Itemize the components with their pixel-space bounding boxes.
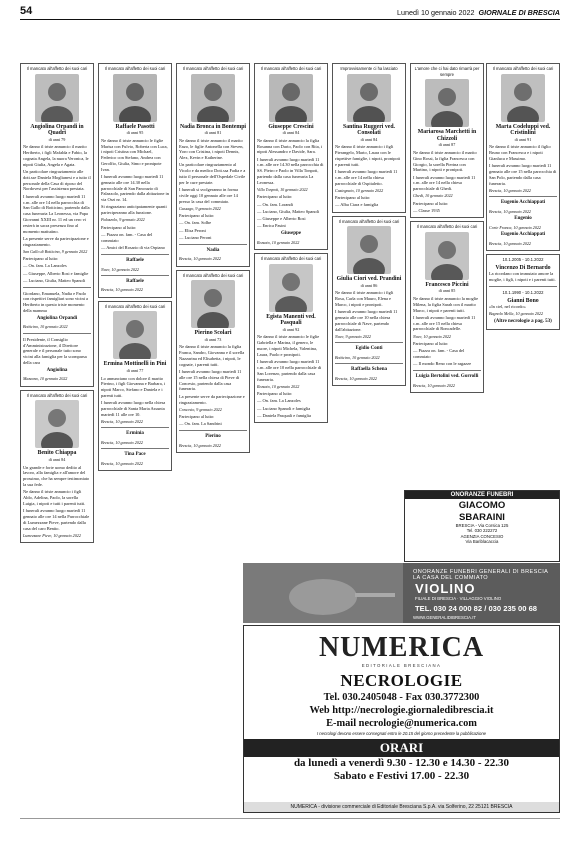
announcement-line: 10.1.1990 - 10.1.2022 xyxy=(502,290,544,296)
text-paragraph: Un particolare ringraziamento al Vicolo e da medico Dott.ssa Fadia e a tutto il personale dell'Ospedale Civile per le cure prestate. xyxy=(179,162,246,185)
announcement-line: Il mancato all'affetto dei suoi cari xyxy=(104,66,166,71)
portrait-photo xyxy=(35,400,79,448)
obituary xyxy=(20,390,94,543)
divider xyxy=(179,244,247,245)
ad-footer: NUMERICA - divisione commerciale di Editoriale Bresciana S.p.A. via Solferino, 22 25121 BRESCIA xyxy=(244,802,559,812)
place-date: Castegnato, 10 gennaio 2022 xyxy=(335,187,384,193)
obituary xyxy=(486,63,560,251)
deceased-name: Raffaele xyxy=(126,278,144,284)
condolence-row: — Enrica Pasini xyxy=(257,223,286,229)
logo-subtitle: EDITORIALE BRESCIANA xyxy=(361,663,442,668)
place-date: Nave, 9 gennaio 2022 xyxy=(335,333,371,339)
deceased-name: Pierino Scolari xyxy=(194,330,232,337)
obituary xyxy=(20,63,94,387)
ad-address: BRESCIA - Via Corsica 125 xyxy=(455,522,509,528)
deceased-name: Eugenio xyxy=(514,216,532,222)
place-date: Brescia, 10 gennaio 2022 xyxy=(413,382,455,388)
condolence-row: Partecipano al lutto: xyxy=(101,224,137,230)
text-paragraph: Ne danno il triste annuncio i figli Rosa, Carla con Mauro, Elena e Marco, i nipoti e pronipoti. xyxy=(335,290,394,308)
text-paragraph: I funerali avranno luogo martedì 11 c.m. alle ore 10 nella parrocchiale di San Lorenzo, partendo dalla casa funeraria. xyxy=(257,359,322,382)
text-paragraph: Ne danno il triste annuncio i figli Pierangelo, Mario, Laura con le rispettive famiglie, i nipoti, pronipoti e parenti tutti. xyxy=(335,144,401,167)
ad-brand: VIOLINO xyxy=(415,581,476,596)
text-paragraph: Un grande e forte uomo dedito al lavoro, alla famiglia e all'amore del prossimo, che ha sempre testimoniato la sua fede. xyxy=(23,464,90,488)
text-paragraph: I funerali avranno luogo martedì 11 c.m. alle ore 14 nella chiesa parrocchiale di Ospitaletto. xyxy=(335,169,398,186)
portrait-photo xyxy=(269,264,313,312)
portrait-photo xyxy=(113,74,157,122)
announcement-line: Il mancato all'affetto dei suoi cari xyxy=(26,392,88,398)
age: di anni 73 xyxy=(204,336,222,342)
condolence-row: — Classe 1935 xyxy=(413,208,440,214)
place-date: Concesio, 9 gennaio 2022 xyxy=(179,406,222,412)
obituary xyxy=(332,216,406,387)
text-paragraph: I funerali si svolgeranno in forma civile oggi 10 gennaio alle ore 14 presso la casa del commiato. xyxy=(179,187,238,204)
condolence-row: — Luciano Peroni xyxy=(179,234,212,240)
divider xyxy=(23,287,91,288)
ad-address: FILIALE DI BRESCIA · VILLAGGIO VIOLINO xyxy=(415,596,502,601)
weekend-hours: Sabato e Festivi 17.00 - 22.30 xyxy=(333,770,470,783)
deceased-name: Nadia xyxy=(206,247,220,253)
text-paragraph: I funerali avranno luogo martedì 11 c.m. alle ore 14 nella chiesa parrocchiale di Ghedi. xyxy=(413,174,476,192)
place-date: Brescia, 10 gennaio 2022 xyxy=(489,208,531,214)
text-paragraph: I funerali avranno luogo martedì 11 gennaio alle ore 15 nella parrocchia di San Polo, partendo dalla casa funeraria. xyxy=(489,163,557,186)
ad-email: E-mail necrologie@numerica.com xyxy=(326,718,477,729)
place-date: Brescia, 10 gennaio 2022 xyxy=(489,240,531,246)
text-paragraph: Giordano, Emanuela, Nadia e Paolo con rispettivi famigliari sono vicini a Heriberto in questo triste momento della mamma xyxy=(23,290,88,314)
age: di anni 95 xyxy=(126,130,144,136)
place-date: Rezzato, 10 gennaio 2022 xyxy=(257,383,300,389)
obituary xyxy=(254,253,328,423)
place-date: San Gallo di Botticino, 9 gennaio 2022 xyxy=(23,248,88,254)
place-date: Villa Tonpoti, 10 gennaio 2022 xyxy=(257,187,308,193)
portrait-photo xyxy=(35,74,79,122)
numerica-ad xyxy=(243,625,560,813)
deceased-name: Luigia Bertolini ved. Gorrolli xyxy=(415,374,479,380)
age: di anni 81 xyxy=(204,130,222,136)
obituary xyxy=(410,221,484,393)
place-date: Brescia, 10 gennaio 2022 xyxy=(101,440,143,446)
deceased-name: Giuseppe xyxy=(280,231,301,237)
place-date: Gussago, 9 gennaio 2022 xyxy=(179,205,221,211)
more-obituaries-note: (Altre necrologie a pag. 53) xyxy=(494,318,552,324)
publication-name: GIORNALE DI BRESCIA xyxy=(478,8,560,17)
text-paragraph: I funerali avranno luogo martedì 11 c.m. alle ore 14.30 nella parrocchia di SS. Pietro e Paolo in Villa Tonpoti, partendo dalla casa funeraria La Leonessa. xyxy=(257,156,324,185)
obituary xyxy=(98,63,172,298)
ad-name: SBARAINI xyxy=(459,511,505,523)
place-date: Mazzano, 10 gennaio 2022 xyxy=(23,376,68,382)
announcement-line: Il mancato all'affetto dei suoi cari xyxy=(104,303,166,309)
condolence-row: — On. fam. Lorandi xyxy=(257,201,293,207)
text-paragraph: La presente serve da partecipazione e ringraziamento. xyxy=(23,235,89,247)
violino-ad xyxy=(243,563,560,623)
deceased-name: Angiolina Orpandi xyxy=(36,315,78,321)
text-paragraph: Ne danno il triste annuncio il figlio Bruno con Francesca e i nipoti Gianluca e Massimo. xyxy=(489,144,551,162)
condolence-row: Partecipano al lutto: xyxy=(257,391,293,397)
portrait-photo xyxy=(269,74,313,122)
obituary xyxy=(98,301,172,472)
age: di anni 87 xyxy=(438,142,456,148)
column-2 xyxy=(98,63,172,474)
text-paragraph: Il Presidente, il Consiglio d'Amministrazione, il Direttore generale e il personale tutto sono vicini alla famiglia per la scomparsa della cara xyxy=(23,336,87,366)
portrait-photo xyxy=(425,79,469,127)
anniversary xyxy=(486,254,560,330)
text-paragraph: Ne danno il triste annuncio i figli Aldo, Adelina, Paolo, la sorella Luigia, i nipoti e tutti i parenti tutti. xyxy=(23,489,86,506)
condolence-row: — On. fam. La Lanzoles xyxy=(257,398,301,404)
condolence-row: — Alba Ciara e famiglia xyxy=(335,202,379,208)
divider xyxy=(101,427,169,428)
announcement-line: L'amore che ci hai dato rimarrà per sempre xyxy=(414,66,480,77)
obituary xyxy=(254,63,328,250)
deceased-name: Egidio Conti xyxy=(355,346,383,352)
ad-phone: Tel. 030.2405048 - Fax 030.3772300 xyxy=(323,692,480,703)
obituary xyxy=(332,63,406,213)
portrait-photo xyxy=(191,280,235,328)
announcement-line: Il mancato all'affetto dei suoi cari xyxy=(26,66,88,71)
condolence-row: — Piazza on. fam. - Casa del commiato xyxy=(101,232,153,243)
place-date: Rezzato, 10 gennaio 2022 xyxy=(257,239,300,245)
place-date: Nave, 10 gennaio 2022 xyxy=(101,266,139,272)
column-6 xyxy=(410,63,484,396)
deceased-name: Raffaele Pasotti xyxy=(115,123,155,130)
place-date: Brescia, 10 gennaio 2022 xyxy=(179,256,221,262)
deceased-name: Santina Ruggeri ved. Consolati xyxy=(342,123,396,137)
age: di anni 84 xyxy=(360,136,378,142)
age: di anni 77 xyxy=(126,368,144,374)
place-date: Ghedi, 10 gennaio 2022 xyxy=(413,193,453,199)
condolence-row: — Luciano Spanoli e famiglia xyxy=(257,405,311,411)
place-date: Brescia, 10 gennaio 2022 xyxy=(489,187,531,193)
place-date: Botticino, 10 gennaio 2022 xyxy=(23,324,68,330)
text-paragraph: I funerali avranno luogo martedì 11 gennaio alle ore 10 nella chiesa parrocchiale di Nave, partendo dall'abitazione. xyxy=(335,309,398,332)
place-date: Brescia, 10 gennaio 2022 xyxy=(179,442,221,448)
deceased-name: Vincenzo Di Bernardo xyxy=(495,264,551,271)
text-paragraph: Ne danno il triste annuncio la moglie Milena, la figlia Sarah con il marito Marco, i nipoti e parenti tutti. xyxy=(413,295,479,313)
place-date: Nave, 10 gennaio 2022 xyxy=(413,333,451,339)
age: di anni 84 xyxy=(48,457,66,463)
divider xyxy=(413,370,481,371)
numerica-logo: NUMERICA xyxy=(318,632,485,663)
divider xyxy=(489,196,557,197)
deceased-name: Giulia Ciori ved. Prandini xyxy=(336,276,402,283)
text-paragraph: I funerali avranno luogo martedì 11 alle ore 15 nella chiesa di Pieve di Concesio, partendo dalla casa funeraria. xyxy=(179,369,242,392)
condolence-row: Partecipano al lutto: xyxy=(179,213,215,219)
ad-title: NECROLOGIE xyxy=(340,671,463,690)
deceased-name: Angiolina xyxy=(46,367,68,373)
text-paragraph: Ne danno il triste annuncio la figlia Franca, Sandro, Giovanna e il sorella Nazzarina ed Elisabetta, i nipoti, le cognate, i parenti tutti. xyxy=(179,344,245,367)
divider xyxy=(101,448,169,449)
age: di anni 91 xyxy=(514,136,532,142)
announcement-line: 10.1.2005 - 10.1.2022 xyxy=(502,257,544,263)
divider xyxy=(23,333,91,334)
ad-name: GIACOMO xyxy=(458,500,506,511)
announcement-line: Il mancato all'affetto dei suoi cari xyxy=(338,218,400,224)
condolence-row: — Giuseppe e Alberto Rosi xyxy=(257,216,306,222)
deceased-name: Angiolina Orpandi in Quadri xyxy=(30,123,84,137)
condolence-row: — Piazza on. fam. - Casa del commiato xyxy=(413,348,465,360)
text-paragraph: Lo annunciano con dolore il marito Pierino, i figli Giovanna e Barbara, i nipoti Marco, Stefano e Daniela e i parenti tutti. xyxy=(101,375,166,399)
announcement-line: Il mancato all'affetto dei suoi cari xyxy=(260,256,322,262)
divider xyxy=(335,342,403,343)
deceased-name: Francesco Piccini xyxy=(425,281,469,288)
column-7 xyxy=(486,63,560,333)
age: di anni 86 xyxy=(360,282,378,288)
portrait-photo xyxy=(113,311,157,359)
deceased-name: Marta Codeluppi ved. Cristinlini xyxy=(495,123,551,137)
announcement-line: Il mancato all'affetto dei suoi cari xyxy=(182,66,244,71)
ad-website: WWW.GENERALIDIBRESCIA.IT xyxy=(413,615,477,620)
divider xyxy=(335,363,403,364)
weekday-hours: da lunedì a venerdì 9.30 - 12.30 e 14.30 - 22.30 xyxy=(293,757,510,769)
place-date: Bagnolo Mella, 10 gennaio 2022 xyxy=(489,311,544,317)
place-date: Brescia, 10 gennaio 2022 xyxy=(101,287,143,293)
portrait-photo xyxy=(501,74,545,122)
deceased-name: Giuseppe Crescini xyxy=(268,123,314,130)
condolence-row: — Il mondo Reno con le ragazze xyxy=(413,361,472,367)
place-date: Corte Franca, 10 gennaio 2022 xyxy=(489,224,541,230)
age: di anni 79 xyxy=(48,136,66,142)
place-date: Palazzolo, 9 gennaio 2022 xyxy=(101,217,145,223)
deceased-name: Raffaele xyxy=(126,257,144,263)
divider xyxy=(101,275,169,276)
column-3 xyxy=(176,63,250,456)
page-number: 54 xyxy=(20,5,33,17)
deceased-name: Eugenio Acchiappati xyxy=(500,200,546,206)
ad-street: Via Bariblacaccia xyxy=(465,539,499,545)
place-date: Brescia, 10 gennaio 2022 xyxy=(335,375,377,381)
condolence-row: — Luciano, Giulia, Matteo Spanoli xyxy=(23,277,86,283)
deceased-name: Tina Pace xyxy=(124,452,146,458)
funeral-home-ad xyxy=(404,490,560,562)
condolence-row: Partecipano al lutto: xyxy=(179,414,215,420)
place-date: Botticino, 10 gennaio 2022 xyxy=(335,354,380,360)
column-5 xyxy=(332,63,406,389)
announcement-line: Il mancato all'affetto dei suoi cari xyxy=(492,66,554,71)
obituary xyxy=(410,63,484,218)
divider xyxy=(179,430,247,431)
condolence-row: — Elisa Peroni xyxy=(179,227,206,233)
condolence-row: Partecipano al lutto: xyxy=(335,195,371,201)
text-paragraph: I funerali avranno luogo martedì 11 c.m. alle ore 14 nella parrocchia di San Gallo di Botticino, partendo dalla casa funeraria La Leonessa, via Papa Giovanni XXIII nr. 11 ed un cero vi resterà in sacra presenza fino al momento mattutino. xyxy=(23,193,90,234)
hours-heading: ORARI xyxy=(244,739,559,757)
deceased-name: Raffaella Schena xyxy=(351,367,387,373)
text-paragraph: I funerali avranno luogo martedì 11 gennaio alle ore 14.30 nella parrocchiale di San Pancrazio di Palazzolo, partendo dalla abitazione in via Orzi nr. 14. xyxy=(101,174,169,203)
ad-phone: Tel. 030 222272 xyxy=(466,528,498,534)
condolence-row: — Daniela Pasquali e famiglia xyxy=(257,412,311,418)
announcement-line: Il mancato all'affetto dei suoi cari xyxy=(260,66,322,71)
page-footer-rule xyxy=(20,818,560,819)
deceased-name: Gianni Bono xyxy=(507,297,539,304)
text-paragraph: Ne danno il triste annuncio la figlia Rosanna con Dario, Paolo con Rita, i nipoti Alessandro e Davide, Sara. xyxy=(257,137,323,155)
text-paragraph: «In ciel, nel ricordo» xyxy=(489,304,526,310)
announcement-line: Il mancato all'affetto dei suoi cari xyxy=(416,224,478,230)
place-date: Lumezzane Pieve, 10 gennaio 2022 xyxy=(23,532,81,538)
place-date: Brescia, 10 gennaio 2022 xyxy=(101,461,143,467)
text-paragraph: Ne danno il triste annuncio le figlie Marisa con Fulvio, Roberta con Luca, i nipoti Cristina con Michael, Federico con Stefano, Andrea con Gerolfio, Giulia, Simo e pronipote Ivan. xyxy=(101,137,168,172)
condolence-row: — On. fam. La Lanzoles xyxy=(23,263,67,269)
age: di anni 92 xyxy=(282,326,300,332)
condolence-row: — Amici del Rosario di via Orpiano xyxy=(101,245,165,251)
deceased-name: Nadia Bronca in Bontempi xyxy=(179,123,247,130)
ad-line: LA CASA DEL COMMIATO xyxy=(413,575,489,581)
header-date: Lunedì 10 gennaio 2022 xyxy=(396,8,475,17)
deceased-name: Mariarosa Marchetti in Chizzoli xyxy=(417,129,477,142)
condolence-row: — Luciano, Giulia, Matteo Spanoli xyxy=(257,208,320,214)
place-date: Brescia, 10 gennaio 2022 xyxy=(101,419,143,425)
condolence-row: — On. fam. La Sandrini xyxy=(179,421,222,427)
text-paragraph: I funerali avranno luogo martedì 11 c.m. alle ore 15 nella chiesa parrocchiale di Roncadelle. xyxy=(413,314,476,332)
announcement-line: Il mancato all'affetto dei suoi cari xyxy=(182,272,244,278)
text-paragraph: Ne danno il triste annuncio il marito Heriberto, i figli Mafalda e Fabio, la cognata Angela, la nuora Veronica, le nipoti Giulia, Angela e Agata. xyxy=(23,144,89,167)
ad-website: Web http://necrologie.giornaledibrescia.it xyxy=(309,705,494,716)
portrait-photo xyxy=(347,226,391,274)
condolence-row: Partecipano al lutto: xyxy=(413,341,449,347)
ad-phone: TEL. 030 24 000 82 / 030 235 00 68 xyxy=(415,604,538,613)
age: di anni 84 xyxy=(282,130,300,136)
ad-agency: AGENZIA CONCESIO xyxy=(460,533,504,539)
deceased-name: Egista Manenti ved. Pasquali xyxy=(266,313,316,327)
violin-photo xyxy=(243,563,403,623)
obituary xyxy=(176,63,250,267)
deceased-name: Benito Chiappa xyxy=(37,450,77,457)
divider xyxy=(101,254,169,255)
deceased-name: Erminia xyxy=(126,431,144,437)
text-paragraph: La ricordano con immutato amore la moglie, i figli, i nipoti e i parenti tutti. xyxy=(489,271,556,283)
portrait-photo xyxy=(347,74,391,122)
ad-heading: ONORANZE FUNEBRI xyxy=(405,491,559,499)
age: di anni 85 xyxy=(438,288,456,294)
page-header xyxy=(20,4,560,20)
ad-note: I necrologi devono essere consegnati entro le 20.15 del giorno precedente la pubblicazione xyxy=(316,731,486,736)
text-paragraph: Un particolare ringraziamento alle dott.sse Daniela Moglianesi e a tutto il personale della Casa di riposo del Nordovest per l'assistenza prestata. xyxy=(23,169,91,192)
text-paragraph: La presente serve da partecipazione e ringraziamento. xyxy=(179,393,245,405)
condolence-row: Partecipano al lutto: xyxy=(413,200,449,206)
text-paragraph: Si ringraziano anticipatamente quanti parteciperanno alla funzione. xyxy=(101,204,167,216)
text-paragraph: Ne danno il triste annuncio le figlie Gabriella e Marina, il genero, le nuore, i nipoti Michela, Valentina, Laura, Paolo e pronipoti. xyxy=(257,334,320,357)
text-paragraph: Ne danno il triste annuncio il marito Enzo, le figlie Antonella con Steven, Yoro con Cristina, i nipoti Dennis, Alex, Kevin e Katherine. xyxy=(179,137,244,161)
portrait-photo xyxy=(191,74,235,122)
ad-line: ONORANZE FUNEBRI GENERALI DI BRESCIA xyxy=(413,569,549,575)
text-paragraph: I funerali avranno luogo nella chiesa parrocchiale di Santa Maria Assunta martedì 11 alle ore 10. xyxy=(101,400,166,417)
deceased-name: Pierino xyxy=(205,434,221,440)
condolence-row: Partecipano al lutto: xyxy=(257,194,293,200)
deceased-name: Ermina Mottinelli in Pini xyxy=(103,361,167,368)
text-paragraph: Ne danno il triste annuncio il marito Gino Rossi, la figlia Francesca con Giorgio, la sorella Pierina con Martino, i nipoti e pronipoti. xyxy=(413,149,477,173)
deceased-name: Eugenio Acchiappati xyxy=(500,232,546,238)
obituary xyxy=(176,270,250,453)
column-4 xyxy=(254,63,328,426)
condolence-row: — Giuseppe, Alberto Rosi e famiglie xyxy=(23,270,89,276)
portrait-photo xyxy=(425,232,469,280)
text-paragraph: I funerali avranno luogo martedì 11 gennaio alle ore 14 nella Parrocchiale di Lumezzane Pieve, partendo dalla casa del caro Benito. xyxy=(23,508,90,531)
condolence-row: — On. fam. Solbe xyxy=(179,220,212,226)
condolence-row: Partecipano al lutto: xyxy=(23,256,59,262)
divider xyxy=(489,286,557,287)
column-1 xyxy=(20,63,94,546)
announcement-line: Improvvisamente ci ha lasciato xyxy=(340,66,398,71)
